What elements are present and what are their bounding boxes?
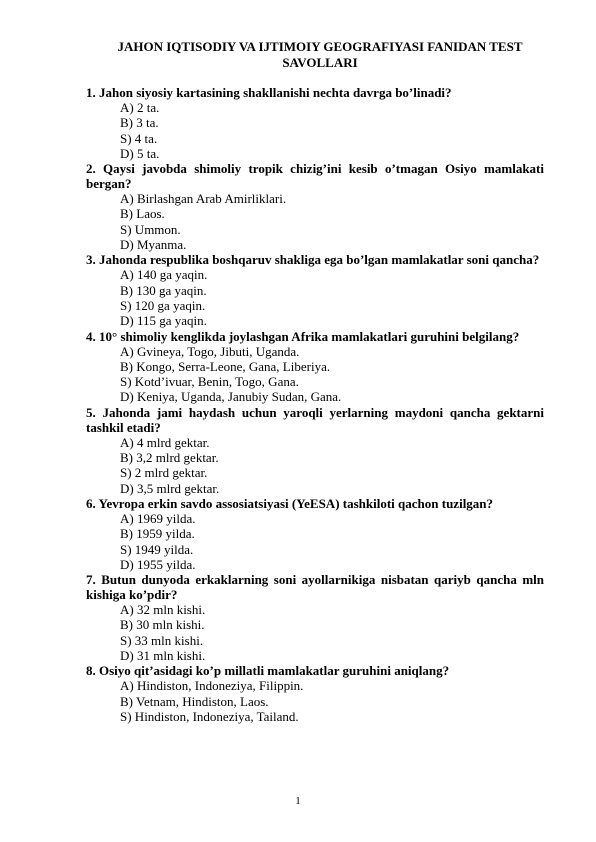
answer-option: B) 130 ga yaqin.: [120, 282, 207, 298]
answer-option: S) 4 ta.: [120, 130, 158, 146]
answer-option: A) 4 mlrd gektar.: [120, 434, 210, 450]
question-block: [86, 161, 544, 252]
answer-option: A) 140 ga yaqin.: [120, 267, 208, 283]
answer-option: B) Laos.: [120, 206, 165, 222]
answer-option: B) 30 mln kishi.: [120, 617, 205, 633]
answer-option: S) 120 ga yaqin.: [120, 297, 206, 313]
question-block: [86, 663, 544, 724]
answer-option: A) 32 mln kishi.: [120, 602, 206, 618]
answer-option: D) 115 ga yaqin.: [120, 313, 207, 329]
answer-option: D) 31 mln kishi.: [120, 648, 206, 664]
question-list: [86, 85, 544, 724]
question-text: 3. Jahonda respublika boshqaruv shakliga ega bo’lgan mamlakatlar soni qancha?: [86, 252, 540, 268]
answer-option: S) Ummon.: [120, 221, 181, 237]
answer-option: S) 2 mlrd gektar.: [120, 465, 208, 481]
answer-option: B) 1959 yilda.: [120, 526, 195, 542]
question-text: 1. Jahon siyosiy kartasining shakllanishi nechta davrga bo’linadi?: [86, 85, 452, 100]
answer-option: S) Hindiston, Indoneziya, Tailand.: [120, 708, 299, 724]
question-block: [86, 572, 544, 663]
answer-option: S) 1949 yilda.: [120, 541, 194, 557]
question-block: [86, 85, 544, 161]
answer-option: S) Kotd’ivuar, Benin, Togo, Gana.: [120, 374, 299, 390]
answer-option: A) 2 ta.: [120, 100, 160, 115]
answer-option: B) 3,2 mlrd gektar.: [120, 450, 219, 466]
answer-option: A) Hindiston, Indoneziya, Filippin.: [120, 678, 304, 694]
answer-option: D) 5 ta.: [120, 145, 160, 161]
question-text: 7. Butun dunyoda erkaklarning soni ayollarnikiga nisbatan qariyb qancha mln kishiga ko’pdir?: [86, 572, 544, 603]
title-line-1: JAHON IQTISODIY VA IJTIMOIY GEOGRAFIYASI FANIDAN TEST: [117, 39, 523, 54]
question-block: [86, 329, 544, 405]
answer-option: S) 33 mln kishi.: [120, 632, 204, 648]
question-text: 4. 10° shimoliy kenglikda joylashgan Afrika mamlakatlari guruhini belgilang?: [86, 328, 520, 344]
answer-option: D) 3,5 mlrd gektar.: [120, 480, 220, 496]
answer-option: B) Vetnam, Hindiston, Laos.: [120, 693, 269, 709]
document-page: [86, 39, 544, 724]
title-line-2: SAVOLLARI: [282, 55, 358, 70]
page-number: 1: [295, 795, 301, 807]
question-text: 2. Qaysi javobda shimoliy tropik chizig’ini kesib o’tmagan Osiyo mamlakati bergan?: [86, 161, 544, 192]
question-block: [86, 496, 544, 572]
answer-option: B) 3 ta.: [120, 115, 159, 131]
answer-option: A) 1969 yilda.: [120, 510, 196, 526]
page-title: [86, 39, 544, 71]
answer-option: B) Kongo, Serra-Leone, Gana, Liberiya.: [120, 358, 331, 374]
answer-option: D) Keniya, Uganda, Janubiy Sudan, Gana.: [120, 389, 342, 405]
answer-option: D) Myanma.: [120, 237, 187, 253]
answer-option: A) Birlashgan Arab Amirliklari.: [120, 191, 287, 207]
answer-option: A) Gvineya, Togo, Jibuti, Uganda.: [120, 343, 300, 359]
answer-option: D) 1955 yilda.: [120, 556, 196, 572]
question-text: 5. Jahonda jami haydash uchun yaroqli yerlarning maydoni qancha gektarni tashkil etadi?: [86, 404, 544, 435]
question-block: [86, 405, 544, 496]
question-text: 6. Yevropa erkin savdo assosiatsiyasi (YeESA) tashkiloti qachon tuzilgan?: [86, 495, 494, 511]
question-text: 8. Osiyo qit’asidagi ko’p millatli mamlakatlar guruhini aniqlang?: [86, 663, 450, 679]
question-block: [86, 252, 544, 328]
